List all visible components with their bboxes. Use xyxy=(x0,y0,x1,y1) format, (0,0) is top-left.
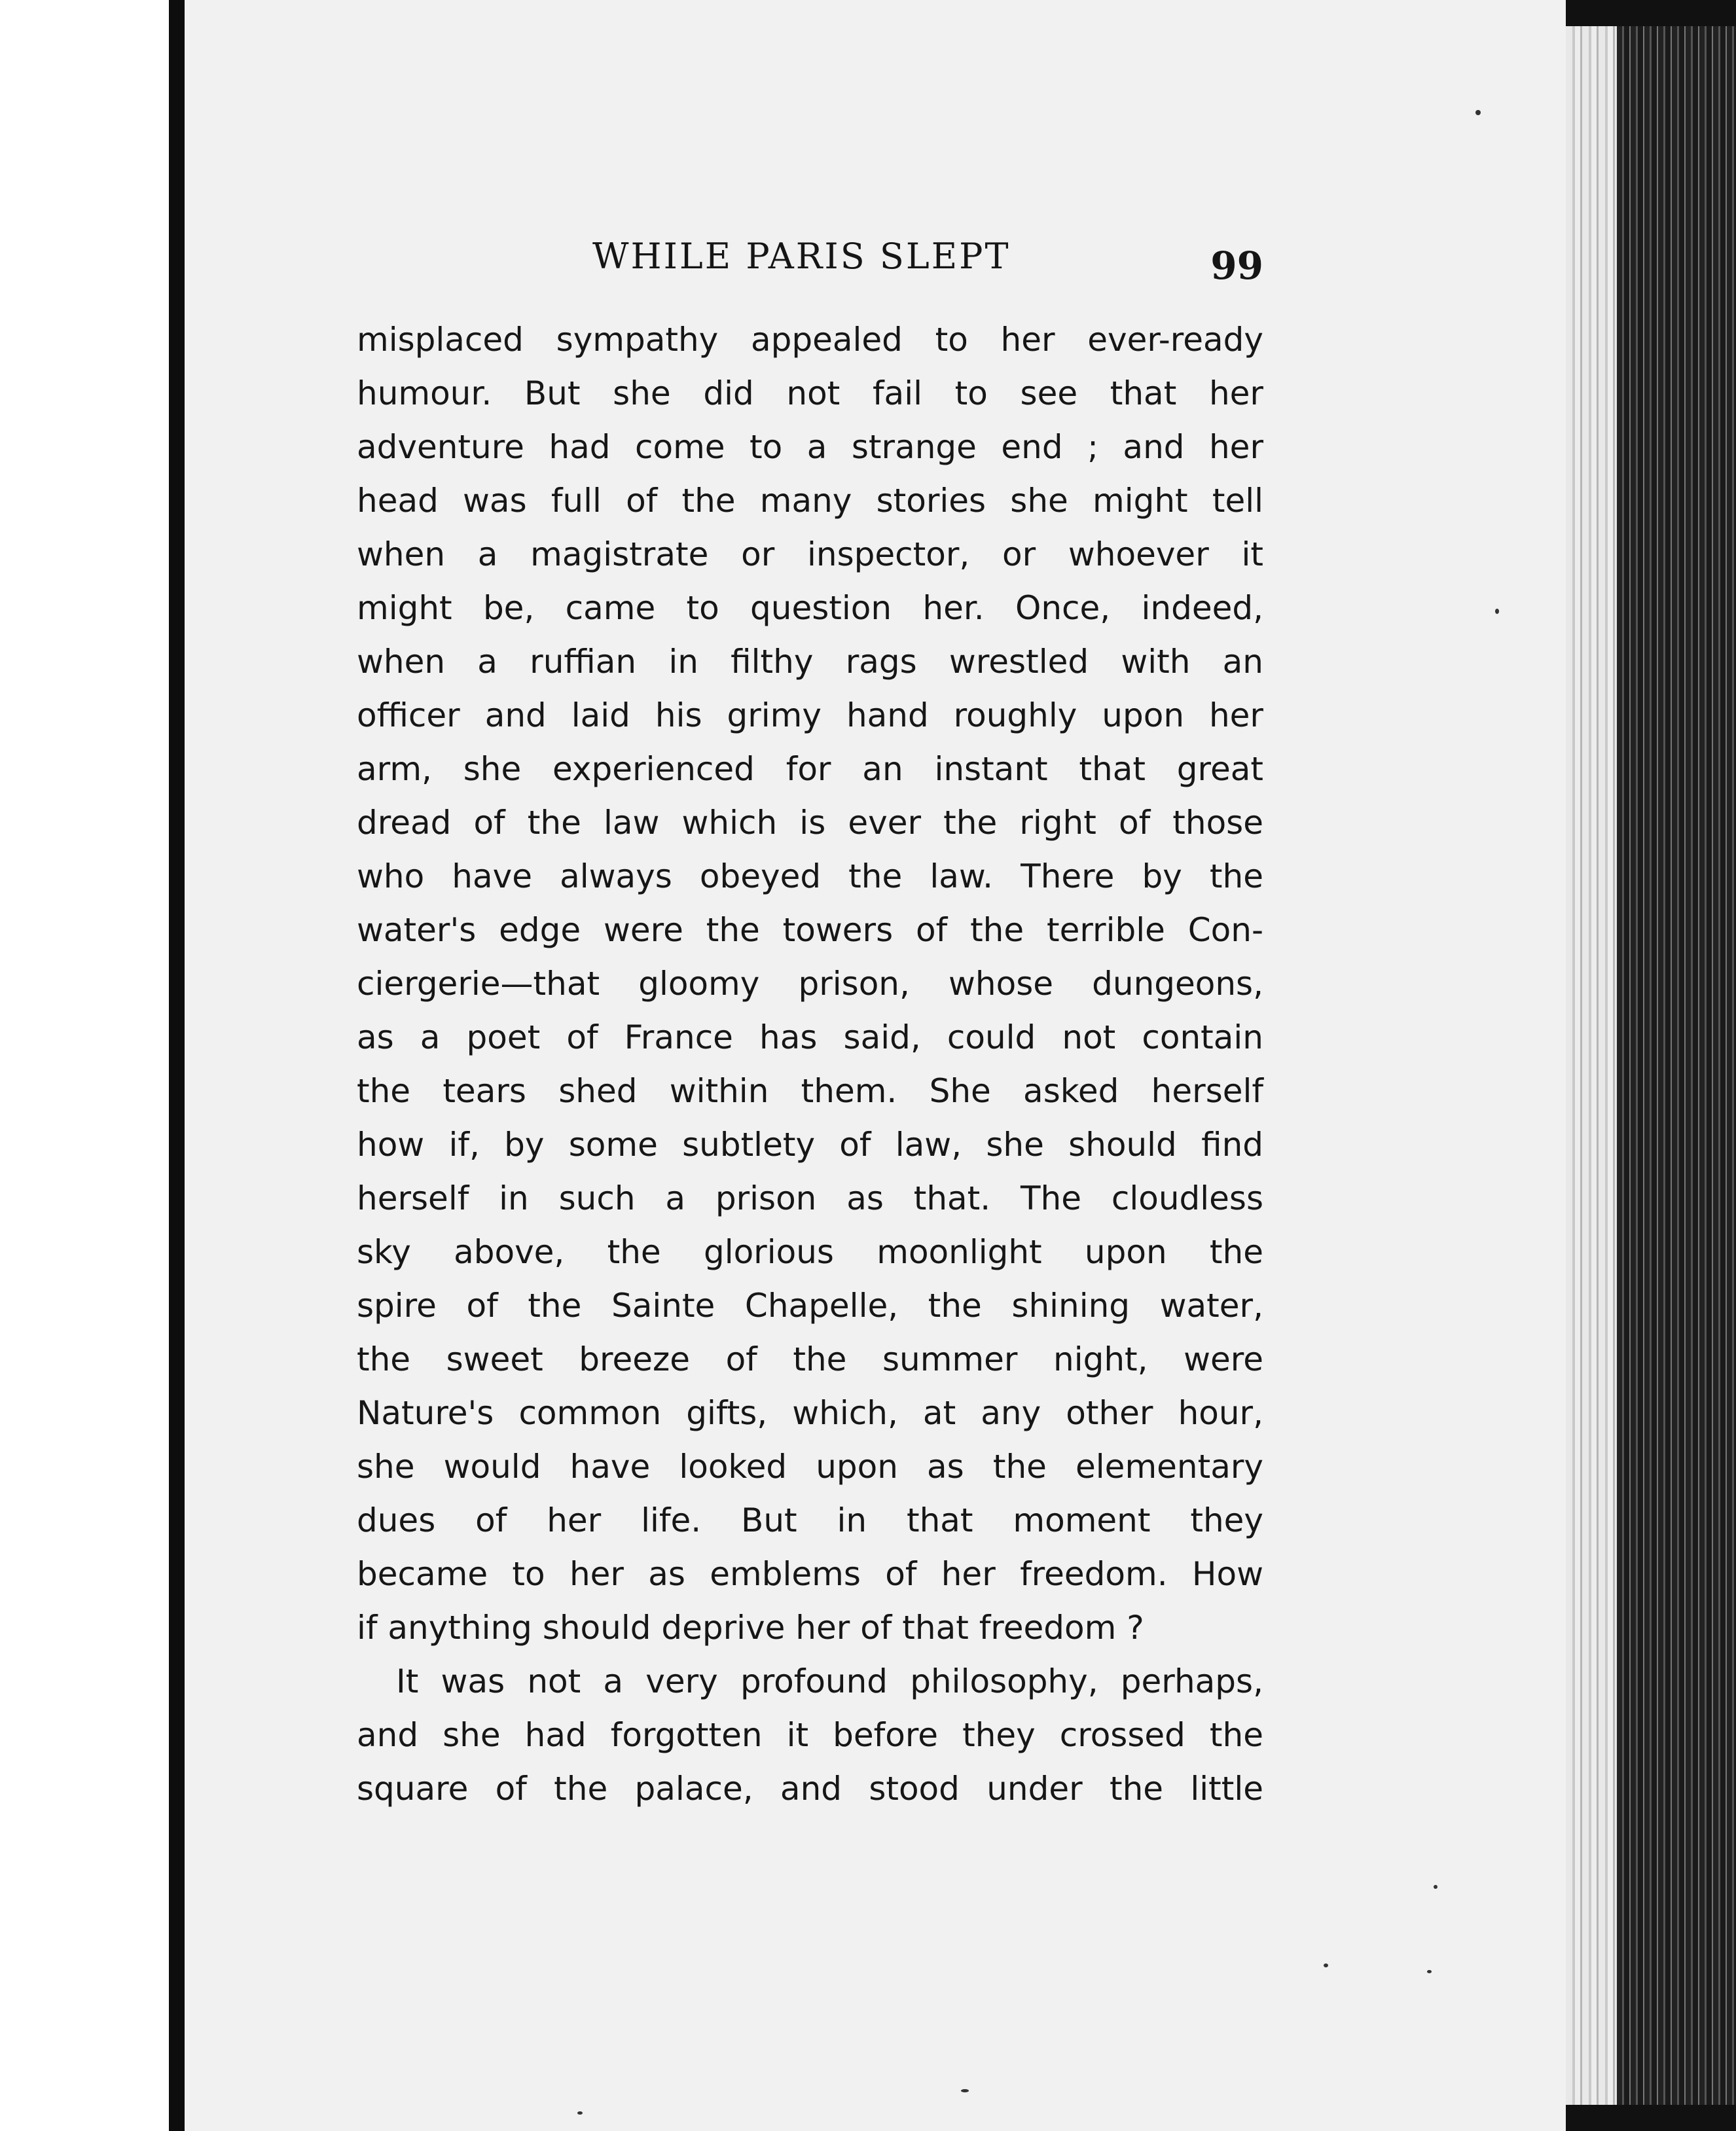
text-line: the tears shed within them. She asked herself xyxy=(357,1072,1263,1110)
binding-gutter xyxy=(169,0,185,2131)
text-line: and she had forgotten it before they crossed the xyxy=(357,1716,1263,1754)
page-edges-dark xyxy=(1617,0,1736,2131)
scan-speck xyxy=(1427,1970,1432,1973)
scan-speck xyxy=(961,2089,969,2092)
scan-speck xyxy=(1495,609,1499,614)
text-line: dues of her life. But in that moment they xyxy=(357,1501,1263,1539)
page-header xyxy=(353,236,1270,295)
text-line: ciergerie—that gloomy prison, whose dungeons, xyxy=(357,965,1263,1003)
text-line: spire of the Sainte Chapelle, the shining water, xyxy=(357,1287,1263,1325)
text-line: sky above, the glorious moonlight upon the xyxy=(357,1233,1263,1271)
scan-speck xyxy=(1324,1963,1328,1967)
text-line: the sweet breeze of the summer night, were xyxy=(357,1340,1263,1378)
scan-speck xyxy=(1475,110,1481,115)
text-line: dread of the law which is ever the right of those xyxy=(357,804,1263,842)
text-line: how if, by some subtlety of law, she should find xyxy=(357,1126,1263,1164)
text-line: humour. But she did not fail to see that her xyxy=(357,374,1263,412)
scan-speck xyxy=(577,2111,583,2115)
text-line: who have always obeyed the law. There by the xyxy=(357,857,1263,895)
text-line: square of the palace, and stood under the little xyxy=(357,1770,1263,1808)
text-line: if anything should deprive her of that freedom ? xyxy=(357,1609,1144,1647)
text-line: It was not a very profound philosophy, perhaps, xyxy=(396,1662,1263,1700)
text-line: when a ruffian in filthy rags wrestled with an xyxy=(357,643,1263,681)
body-text xyxy=(357,313,1263,1816)
text-line: as a poet of France has said, could not contain xyxy=(357,1018,1263,1056)
text-line: water's edge were the towers of the terrible Con- xyxy=(357,911,1263,949)
running-title: WHILE PARIS SLEPT xyxy=(592,236,1011,277)
text-line: misplaced sympathy appealed to her ever-ready xyxy=(357,321,1263,359)
scan-speck xyxy=(1434,1885,1438,1889)
text-line: became to her as emblems of her freedom. How xyxy=(357,1555,1263,1593)
text-line: head was full of the many stories she might tell xyxy=(357,482,1263,520)
page-edges-bottom-shadow xyxy=(1566,2105,1736,2131)
text-line: she would have looked upon as the elementary xyxy=(357,1448,1263,1486)
page-edges-top-shadow xyxy=(1566,0,1736,26)
text-line: Nature's common gifts, which, at any other hour, xyxy=(357,1394,1263,1432)
page-number: 99 xyxy=(1210,243,1263,288)
text-line: adventure had come to a strange end ; and her xyxy=(357,428,1263,466)
text-line: officer and laid his grimy hand roughly upon her xyxy=(357,696,1263,734)
text-line: herself in such a prison as that. The cloudless xyxy=(357,1179,1263,1217)
text-line: might be, came to question her. Once, indeed, xyxy=(357,589,1263,627)
text-line: when a magistrate or inspector, or whoever it xyxy=(357,535,1263,573)
text-line: arm, she experienced for an instant that great xyxy=(357,750,1263,788)
